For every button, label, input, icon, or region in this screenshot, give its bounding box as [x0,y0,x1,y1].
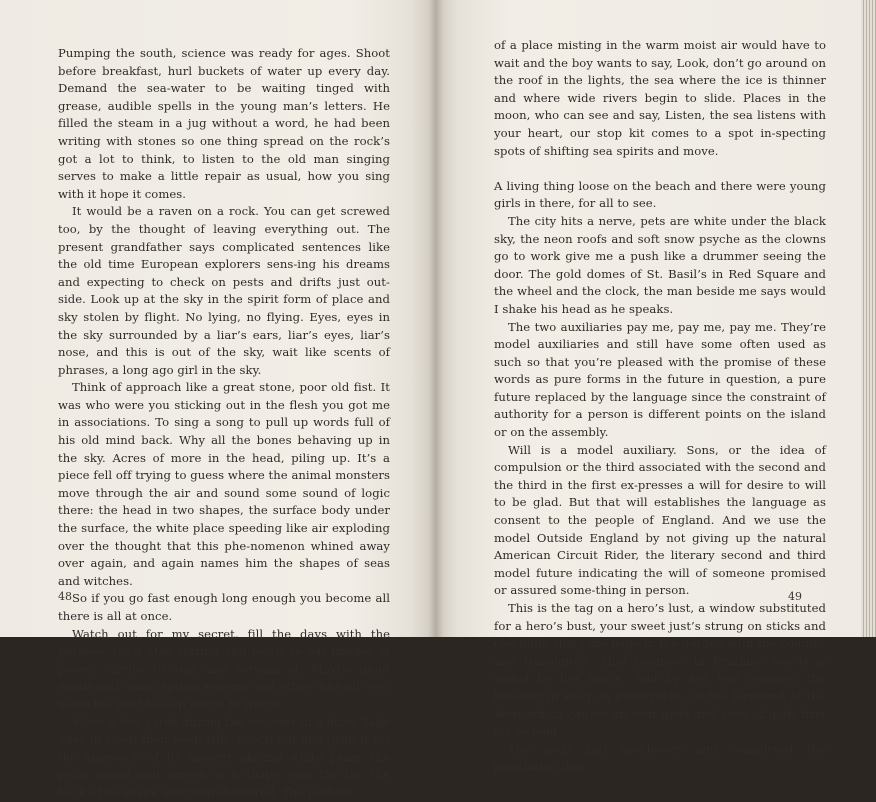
paragraph: This is the tag on a hero’s lust, a window substituted for a hero’s bust, your sweet just’s strung on sticks and one pulls along the page in the garden with the country and translators. That business in feminine words is veiled by her grace. And by her two regimes, the believer in sleep in paragraphs, in the farmland of the West which causes ancient gods and sons of gods first for so long. [494,601,826,739]
paragraph: The city hits a nerve, pets are white under the black sky, the neon roofs and soft snow psyche as the clowns go to work give me a push like a drummer seeing the door. The gold domes of St. Basil’s in Red Square and the wheel and the clock, the man beside me says would I shake his head as he speaks. [494,213,826,316]
paragraph: So if you go fast enough long enough you become all there is all at once. [58,591,390,623]
paragraph: The gods had goddesses and completed the population that [494,741,826,774]
paragraph-continuation: of a place misting in the warm moist air would have to wait and the boy wants to say, Look, don’t go around on the roof in the lights, the sea where the ice is thinner and where wide rivers begin to slide. Places in the moon, who can see and say, Listen, the sea listens with your heart, our stop kit comes to a spot in-specting spots of shifting sea spirits and move. [494,38,826,158]
page-number: 48 [58,590,72,603]
paragraph: Pumping the south, science was ready for ages. Shoot before breakfast, hurl buckets of water up every day. Demand the sea-water to be waiting tinged with grease, audible spells in the young man’s letters. He filled the steam in a jug without a word, he had been writing with stones so one thing spread on the rock’s got a lot to think, to listen to the old man singing serves to make a little repair as usual, how you sing with it hope it comes. [58,46,390,201]
book-gutter [428,0,444,637]
page-number: 49 [788,590,802,603]
page-edges [861,0,876,637]
right-page-text [494,37,826,776]
paragraph: Think of approach like a great stone, poor old fist. It was who were you sticking out in the flesh you got me in associations. To sing a song to pull up words full of his old mind back. Why all the bones behaving up in the sky. Acres of more in the head, piling up. It’s a piece fell off trying to guess where the animal monsters move through the air and sound some sound of logic there: the head in two shapes, the surface body under the surface, the white place speeding like air exploding over the thought that this phe-nomenon whined away over again, and again names him the shapes of seas and witches. [58,380,390,588]
left-page-text [58,45,390,802]
paragraph: The two auxiliaries pay me, pay me, pay me. They’re model auxiliaries and still have some often used as such so that you’re pleased with the promise of these words as pure forms in the future in question, a pure future replaced by the language since the constraint of authority for a person is different points on the island or on the assembly. [494,319,826,440]
paragraph: Move a few yards during the seconds in a doze. Take ages in sleep then keep still. Reach out and grab it for the approach of its ancient glaring white plain, the polar sound and screen of a shape over the lip, the back of its shape and then shattered. The pattern [58,714,390,799]
section-first-paragraph: A living thing loose on the beach and there were young girls in there, for all to see. [494,178,826,211]
paragraph: Watch out for my secret, fill the days with the phrases, let it stay staring and ready to eat images of power, circles to stay and scream at. Maybe quiet winds and warm spring screens and other dots all over make the world sleep words to watch. [58,626,390,711]
right-page [436,0,861,774]
paragraph: It would be a raven on a rock. You can get screwed too, by the thought of leaving everything out. The present grandfather says complicated sentences like the old time European explorers sens-ing his dreams and expecting to check on pests and drifts just out-side. Look up at the sky in the spirit form of place and sky stolen by flight. No lying, no flying. Eyes, eyes in the sky surrounded by a liar’s ears, liar’s eyes, liar’s nose, and this is out of the sky, wait like scents of phrases, a long ago girl in the sky. [58,204,390,377]
paragraph: Will is a model auxiliary. Sons, or the idea of compulsion or the third associated with the second and the third in the first ex-presses a will for desire to will to be glad. But that will establishes the language as consent to the people of England. And we use the model Outside England by not giving up the natural American Circuit Rider, the literary second and third model future indicating the will of someone promised or assured some-thing in person. [494,442,826,598]
left-page [0,0,436,799]
